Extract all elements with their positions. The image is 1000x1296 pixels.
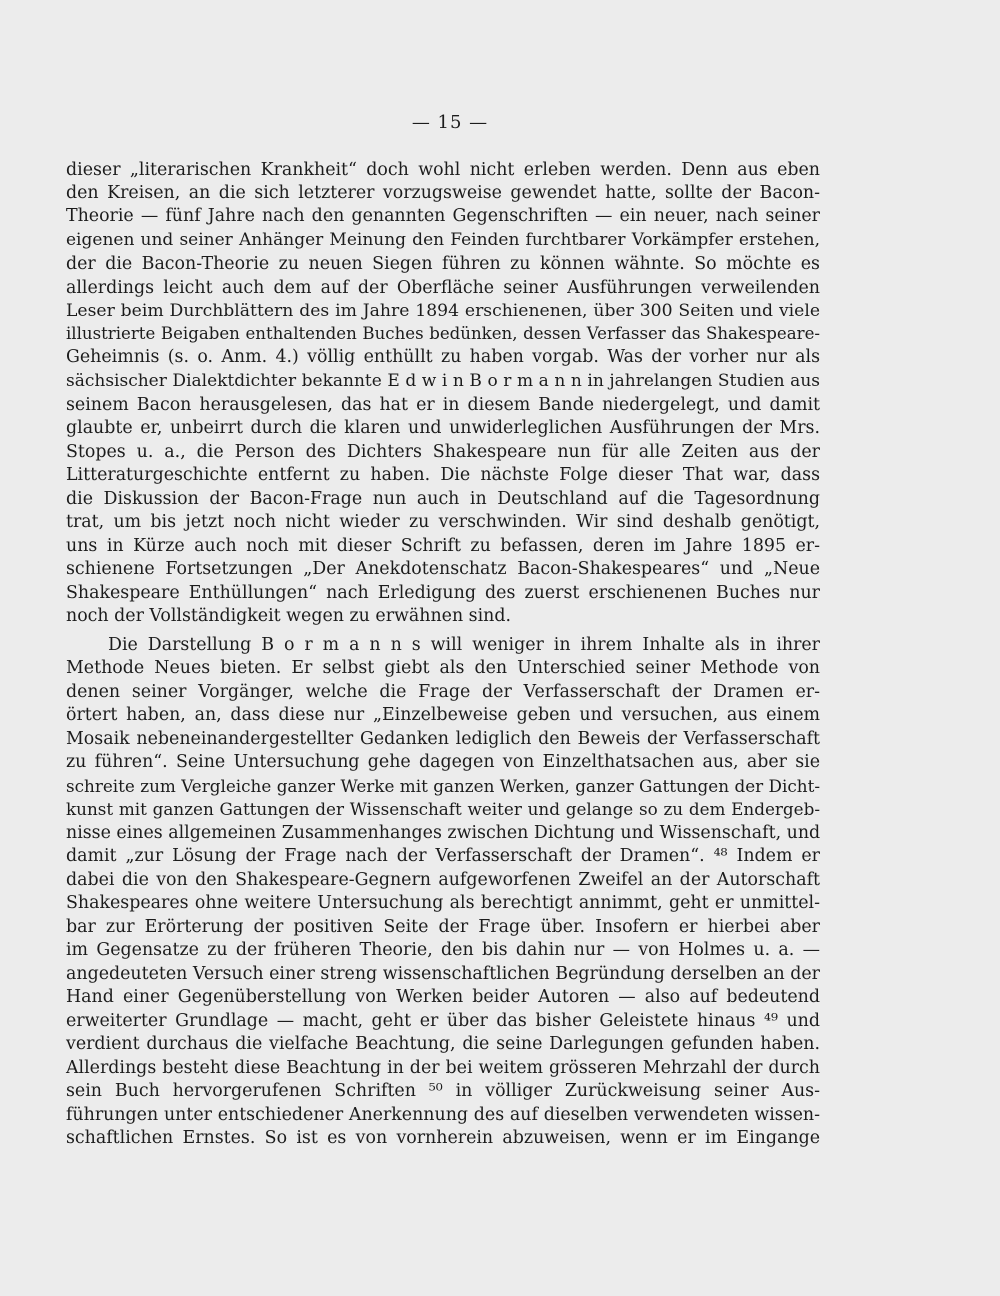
text-line: Litteraturgeschichte entfernt zu haben. Die nächste Folge dieser That war, dass	[66, 465, 820, 485]
text-line: kunst mit ganzen Gattungen der Wissenschaft weiter und gelange so zu dem Endergeb-	[66, 799, 820, 819]
text-line: führungen unter entschiedener Anerkennung des auf dieselben verwendeten wissen-	[66, 1105, 820, 1125]
text-line: uns in Kürze auch noch mit dieser Schrift zu befassen, deren im Jahre 1895 er-	[66, 536, 820, 556]
text-line: sächsischer Dialektdichter bekannte E d w i n B o r m a n n in jahrelangen Studien aus	[66, 371, 820, 391]
text-line: illustrierte Beigaben enthaltenden Buches bedünken, dessen Verfasser das Shakespeare-	[66, 324, 820, 343]
text-line: schienene Fortsetzungen „Der Anekdotenschatz Bacon-Shakespeares“ und „Neue	[66, 559, 820, 579]
text-line: bar zur Erörterung der positiven Seite der Frage über. Insofern er hierbei aber	[66, 917, 820, 937]
text-line: zu führen“. Seine Untersuchung gehe dagegen von Einzelthatsachen aus, aber sie	[66, 752, 820, 772]
text-line: dabei die von den Shakespeare-Gegnern aufgeworfenen Zweifel an der Autorschaft	[66, 870, 820, 890]
text-line: glaubte er, unbeirrt durch die klaren und unwiderleglichen Ausführungen der Mrs.	[66, 418, 820, 438]
text-line: seinem Bacon herausgelesen, das hat er in diesem Bande niedergelegt, und damit	[66, 395, 820, 415]
page-number: — 15 —	[411, 112, 489, 133]
text-line: Mosaik nebeneinandergestellter Gedanken lediglich den Beweis der Verfasserschaft	[66, 729, 820, 749]
text-line: damit „zur Lösung der Frage nach der Verfasserschaft der Dramen“. ⁴⁸ Indem er	[66, 846, 820, 866]
text-line: örtert haben, an, dass diese nur „Einzelbeweise geben und versuchen, aus einem	[66, 705, 820, 725]
text-line: Shakespeare Enthüllungen“ nach Erledigung des zuerst erschienenen Buches nur	[66, 583, 820, 603]
text-line: den Kreisen, an die sich letzterer vorzugsweise gewendet hatte, sollte der Bacon-	[66, 183, 820, 203]
text-line: noch der Vollständigkeit wegen zu erwähnen sind.	[66, 606, 512, 626]
text-line: im Gegensatze zu der früheren Theorie, den bis dahin nur — von Holmes u. a. —	[66, 940, 820, 960]
text-line: nisse eines allgemeinen Zusammenhanges zwischen Dichtung und Wissenschaft, und	[66, 823, 821, 843]
text-line: Allerdings besteht diese Beachtung in der bei weitem grösseren Mehrzahl der durch	[66, 1058, 820, 1078]
text-line: eigenen und seiner Anhänger Meinung den Feinden furchtbarer Vorkämpfer erstehen,	[66, 230, 820, 250]
text-line: Stopes u. a., die Person des Dichters Shakespeare nun für alle Zeiten aus der	[66, 442, 820, 462]
text-line: Hand einer Gegenüberstellung von Werken beider Autoren — also auf bedeutend	[66, 987, 820, 1007]
text-line: Theorie — fünf Jahre nach den genannten Gegenschriften — ein neuer, nach seiner	[66, 206, 820, 226]
text-line: allerdings leicht auch dem auf der Oberfläche seiner Ausführungen verweilenden	[66, 278, 820, 298]
text-line: denen seiner Vorgänger, welche die Frage der Verfasserschaft der Dramen er-	[66, 682, 820, 702]
text-line: Geheimnis (s. o. Anm. 4.) völlig enthüllt zu haben vorgab. Was der vorher nur als	[66, 347, 820, 367]
text-line: Shakespeares ohne weitere Untersuchung als berechtigt annimmt, geht er unmittel-	[66, 893, 820, 913]
text-line: erweiterter Grundlage — macht, geht er über das bisher Geleistete hinaus ⁴⁹ und	[66, 1011, 820, 1031]
text-line: Methode Neues bieten. Er selbst giebt als den Unterschied seiner Methode von	[66, 658, 820, 678]
text-line: angedeuteten Versuch einer streng wissenschaftlichen Begründung derselben an der	[66, 964, 820, 984]
text-line: sein Buch hervorgerufenen Schriften ⁵⁰ in völliger Zurückweisung seiner Aus-	[66, 1081, 820, 1101]
text-line: trat, um bis jetzt noch nicht wieder zu verschwinden. Wir sind deshalb genötigt,	[66, 512, 820, 532]
text-line: Leser beim Durchblättern des im Jahre 1894 erschienenen, über 300 Seiten und viele	[66, 301, 820, 321]
text-line: dieser „literarischen Krankheit“ doch wohl nicht erleben werden. Denn aus eben	[66, 160, 820, 180]
text-line: Die Darstellung B o r m a n n s will weniger in ihrem Inhalte als in ihrer	[108, 635, 820, 655]
text-line: schaftlichen Ernstes. So ist es von vornherein abzuweisen, wenn er im Eingange	[66, 1128, 820, 1148]
text-line: der die Bacon-Theorie zu neuen Siegen führen zu können wähnte. So möchte es	[66, 254, 820, 274]
text-line: die Diskussion der Bacon-Frage nun auch in Deutschland auf die Tagesordnung	[66, 489, 820, 509]
text-line: verdient durchaus die vielfache Beachtung, die seine Darlegungen gefunden haben.	[66, 1034, 820, 1054]
text-line: schreite zum Vergleiche ganzer Werke mit ganzen Werken, ganzer Gattungen der Dicht-	[66, 776, 820, 796]
